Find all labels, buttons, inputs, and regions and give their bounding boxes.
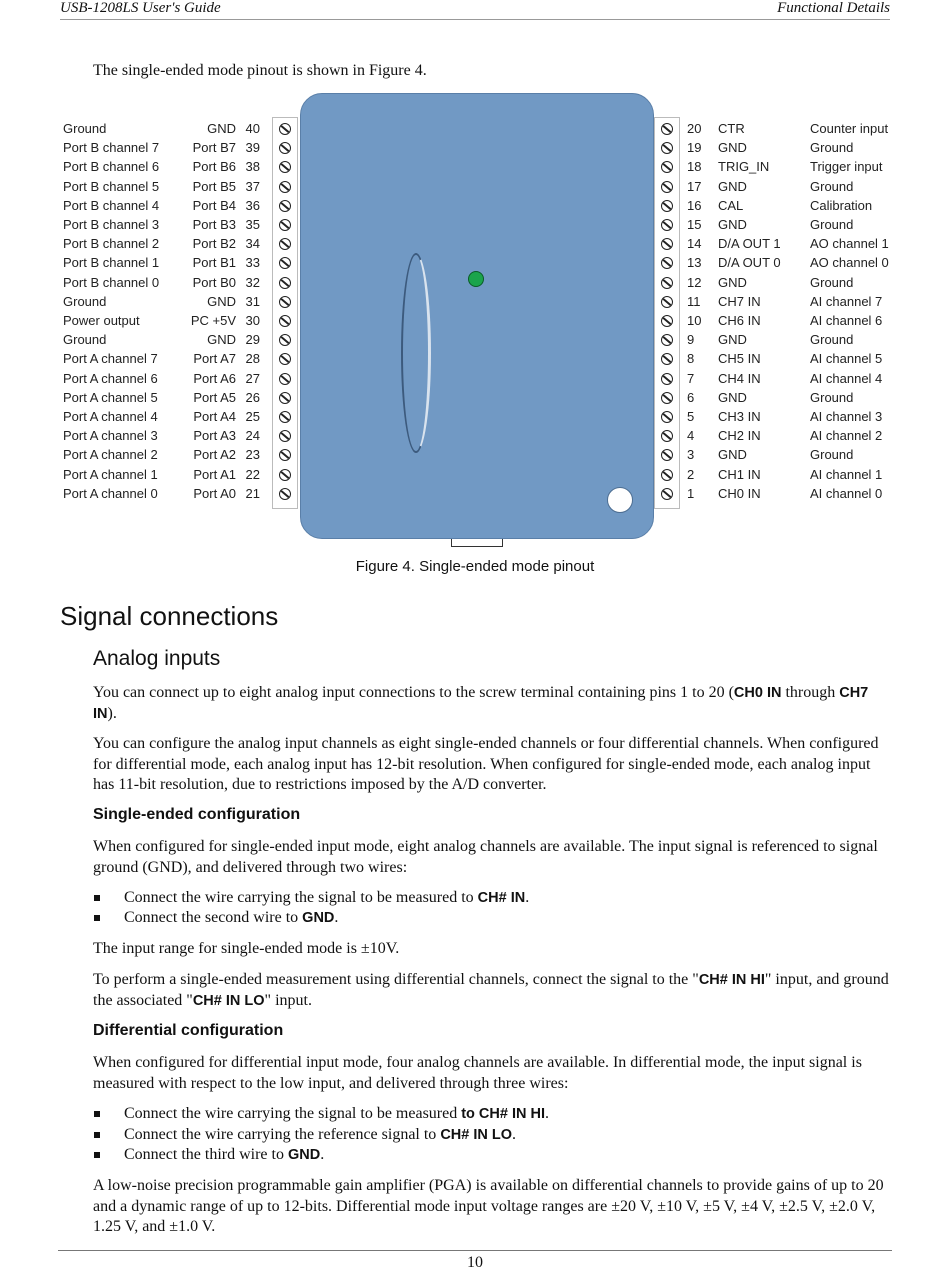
pin-description: Port B channel 1 (63, 255, 160, 271)
pin-number: 11 (687, 293, 701, 309)
pin-description: Calibration (810, 197, 873, 213)
pin-description: Port B channel 5 (63, 178, 160, 194)
pin-description: AI channel 1 (810, 466, 883, 482)
pin-name: GND (718, 178, 747, 194)
pin-number: 16 (687, 197, 702, 213)
pin-number: 29 (245, 332, 260, 348)
pin-name: CH1 IN (718, 466, 761, 482)
pin-number: 33 (245, 255, 260, 271)
screw-terminal-icon (661, 123, 673, 135)
pin-name: Port B3 (192, 217, 236, 232)
pin-number: 30 (245, 313, 260, 328)
pin-description: Ground (810, 274, 854, 290)
pin-name: Port B1 (192, 255, 236, 271)
paragraph-input-range: The input range for single-ended mode is ±10V. (93, 940, 400, 957)
pin-number: 32 (245, 274, 260, 290)
pin-number: 12 (687, 274, 702, 290)
screw-terminal-icon (279, 392, 291, 404)
pin-description: Ground (810, 178, 854, 194)
pin-name: CH0 IN (718, 485, 761, 501)
pin-name: CH7 IN (718, 293, 761, 309)
pin-number: 14 (687, 236, 702, 252)
pin-number: 36 (245, 197, 260, 213)
pin-number: 18 (687, 159, 702, 175)
screw-terminal-icon (279, 123, 291, 135)
screw-terminal-icon (661, 469, 673, 481)
pin-description: AI channel 3 (810, 409, 883, 424)
screw-terminal-icon (661, 488, 673, 500)
pin-number: 9 (687, 332, 695, 348)
pin-number: 28 (245, 351, 260, 367)
pin-name: GND (718, 140, 747, 156)
mounting-hole (607, 487, 633, 513)
pin-description: Port A channel 7 (63, 351, 158, 367)
pin-name: GND (718, 274, 747, 290)
pin-name: GND (718, 447, 747, 463)
pin-number: 39 (245, 140, 260, 156)
paragraph-single-ended-intro: When configured for single-ended input mode, eight analog channels are available. The input signal is referenced to signal ground (GND), and delivered through two wires: (93, 838, 878, 876)
pin-description: Port B channel 7 (63, 140, 160, 156)
figure-caption: Figure 4. Single-ended mode pinout (355, 558, 595, 575)
screw-terminal-icon (661, 277, 673, 289)
pin-description: Port A channel 4 (63, 409, 158, 424)
heading-differential: Differential configuration (93, 1022, 284, 1039)
bullet-item: Connect the third wire to GND. (93, 1145, 893, 1166)
pin-name: TRIG_IN (718, 159, 770, 175)
bullet-item: Connect the wire carrying the signal to be measured to CH# IN. (93, 888, 893, 909)
pin-number: 21 (245, 485, 260, 501)
usb-connector (451, 539, 503, 547)
pin-name: Port B5 (192, 178, 236, 194)
pin-description: Ground (810, 332, 854, 348)
screw-terminal-icon (279, 200, 291, 212)
pin-number: 23 (245, 447, 260, 463)
bullet-square-icon (94, 915, 100, 921)
pin-description: Port B channel 3 (63, 217, 160, 232)
screw-terminal-icon (279, 411, 291, 423)
pin-number: 6 (687, 389, 695, 405)
pin-name: Port B6 (192, 159, 236, 175)
pin-name: GND (718, 389, 747, 405)
pin-name: D/A OUT 1 (718, 236, 781, 252)
pin-description: Ground (810, 140, 854, 156)
pin-name: Port B0 (192, 274, 236, 290)
pin-description: AI channel 4 (810, 370, 883, 386)
pin-name: Port A6 (193, 370, 236, 386)
pin-description: Port B channel 2 (63, 236, 160, 252)
pin-name: Port B7 (192, 140, 236, 156)
screw-terminal-icon (661, 219, 673, 231)
pin-number: 24 (245, 428, 260, 444)
pin-description: Port B channel 4 (63, 197, 160, 213)
pin-description: Port A channel 1 (63, 466, 158, 482)
pin-description: Port B channel 6 (63, 159, 160, 175)
pin-name: Port B2 (192, 236, 236, 252)
pin-number: 20 (687, 121, 702, 136)
pin-name: GND (207, 332, 236, 348)
pin-number: 31 (245, 293, 260, 309)
pin-number: 2 (687, 466, 695, 482)
screw-terminal-icon (661, 315, 673, 327)
screw-terminal-icon (279, 181, 291, 193)
pin-number: 17 (687, 178, 702, 194)
pin-description: Port A channel 5 (63, 389, 158, 405)
pin-name: CAL (718, 197, 744, 213)
pin-description: Port B channel 0 (63, 274, 160, 290)
pin-description: AI channel 2 (810, 428, 883, 444)
pin-description: Ground (810, 447, 854, 463)
screw-terminal-icon (661, 392, 673, 404)
pin-number: 26 (245, 389, 260, 405)
section-title: Signal connections (60, 601, 279, 631)
pin-number: 15 (687, 217, 702, 232)
pin-number: 22 (245, 466, 260, 482)
bullet-item: Connect the wire carrying the signal to be measured to CH# IN HI. (93, 1104, 893, 1125)
bullet-square-icon (94, 1132, 100, 1138)
pin-name: CH5 IN (718, 351, 761, 367)
screw-terminal-icon (279, 373, 291, 385)
screw-terminal-icon (661, 200, 673, 212)
pin-number: 3 (687, 447, 695, 463)
pin-name: Port A7 (193, 351, 236, 367)
pin-description: Port A channel 2 (63, 447, 158, 463)
pin-number: 10 (687, 313, 702, 328)
bullet-item: Connect the wire carrying the reference signal to CH# IN LO. (93, 1125, 893, 1146)
pin-name: D/A OUT 0 (718, 255, 781, 271)
pin-number: 19 (687, 140, 702, 156)
bullet-square-icon (94, 1111, 100, 1117)
screw-terminal-icon (279, 296, 291, 308)
subsection-title: Analog inputs (93, 647, 221, 670)
pin-description: AI channel 7 (810, 293, 883, 309)
pin-name: Port A1 (193, 466, 236, 482)
pin-number: 35 (245, 217, 260, 232)
pin-name: CH6 IN (718, 313, 761, 328)
screw-terminal-icon (661, 181, 673, 193)
bullet-square-icon (94, 1152, 100, 1158)
pin-name: Port A2 (193, 447, 236, 463)
pin-number: 38 (245, 159, 260, 175)
running-header-section: Functional Details (777, 0, 890, 16)
pin-description: Power output (63, 313, 140, 328)
page-number: 10 (467, 1254, 483, 1271)
screw-terminal-icon (661, 373, 673, 385)
screw-terminal-icon (279, 488, 291, 500)
pin-description: Port A channel 0 (63, 485, 158, 501)
device-board (300, 93, 654, 539)
pin-name: Port A0 (193, 485, 236, 501)
pin-name: CTR (718, 121, 745, 136)
intro-text: The single-ended mode pinout is shown in Figure 4. (93, 62, 427, 79)
pin-number: 40 (245, 121, 260, 136)
pin-name: Port A4 (193, 409, 236, 424)
pin-name: Port A3 (193, 428, 236, 444)
pin-description: Counter input (810, 121, 889, 136)
status-led (468, 271, 484, 287)
pin-description: Trigger input (810, 159, 883, 175)
pin-name: GND (718, 332, 747, 348)
pin-name: PC +5V (190, 313, 236, 328)
pin-name: GND (207, 121, 236, 136)
paragraph-pga: A low-noise precision programmable gain amplifier (PGA) is available on differential channels to provide gains of up to 20 and a dynamic range of up to 12-bits. Differential mode input voltage ranges are ±20 V, ±10 V, ±5 V, ±4 V, ±2.5 V, ±2.0 V, 1.25 V, and ±1.0 V. (93, 1177, 884, 1235)
pin-name: CH4 IN (718, 370, 761, 386)
pin-name: GND (207, 293, 236, 309)
pin-number: 27 (245, 370, 260, 386)
pin-description: Port A channel 3 (63, 428, 158, 444)
pin-number: 8 (687, 351, 695, 367)
pin-number: 5 (687, 409, 695, 424)
pin-name: Port B4 (192, 197, 236, 213)
pin-description: AO channel 1 (810, 236, 889, 252)
pin-description: AI channel 5 (810, 351, 883, 367)
screw-terminal-icon (661, 411, 673, 423)
board-oval-emblem (401, 253, 431, 453)
pin-number: 1 (687, 485, 695, 501)
paragraph-single-ended-differential: To perform a single-ended measurement using differential channels, connect the signal to the "CH# IN HI" input, and ground the associated "CH# IN LO" input. (93, 971, 889, 1009)
pin-number: 4 (687, 428, 695, 444)
screw-terminal-icon (661, 296, 673, 308)
paragraph-differential-intro: When configured for differential input mode, four analog channels are available. In differential mode, the input signal is measured with respect to the low input, and delivered through three wires: (93, 1054, 862, 1092)
bullet-square-icon (94, 895, 100, 901)
bullet-item: Connect the second wire to GND. (93, 908, 893, 929)
pin-description: Ground (810, 217, 854, 232)
pin-name: Port A5 (193, 389, 236, 405)
pin-description: Ground (63, 121, 107, 136)
pin-number: 13 (687, 255, 702, 271)
pin-number: 37 (245, 178, 260, 194)
pin-name: GND (718, 217, 747, 232)
pin-name: CH3 IN (718, 409, 761, 424)
pin-description: Ground (810, 389, 854, 405)
pin-description: Ground (63, 332, 107, 348)
pin-description: Port A channel 6 (63, 370, 158, 386)
paragraph-channel-config: You can configure the analog input channels as eight single-ended channels or four differential channels. When configured for differential mode, each analog input has 12-bit resolution. When configured for single-ended mode, each analog input has 11-bit resolution, due to restrictions imposed by the A/D converter. (93, 735, 879, 793)
screw-terminal-icon (279, 315, 291, 327)
screw-terminal-icon (279, 469, 291, 481)
footer-rule (58, 1250, 892, 1251)
running-header-title: USB-1208LS User's Guide (60, 0, 221, 16)
heading-single-ended: Single-ended configuration (93, 806, 301, 823)
pin-description: AI channel 0 (810, 485, 883, 501)
pin-number: 34 (245, 236, 260, 252)
pin-description: AO channel 0 (810, 255, 889, 271)
pin-number: 7 (687, 370, 695, 386)
pin-name: CH2 IN (718, 428, 761, 444)
pin-description: AI channel 6 (810, 313, 883, 328)
pin-number: 25 (245, 409, 260, 424)
screw-terminal-icon (279, 277, 291, 289)
screw-terminal-icon (279, 219, 291, 231)
pin-description: Ground (63, 293, 107, 309)
pinout-figure (0, 0, 950, 560)
paragraph-analog-connect: You can connect up to eight analog input connections to the screw terminal containing pins 1 to 20 (CH0 IN through CH7 IN). (93, 684, 869, 722)
